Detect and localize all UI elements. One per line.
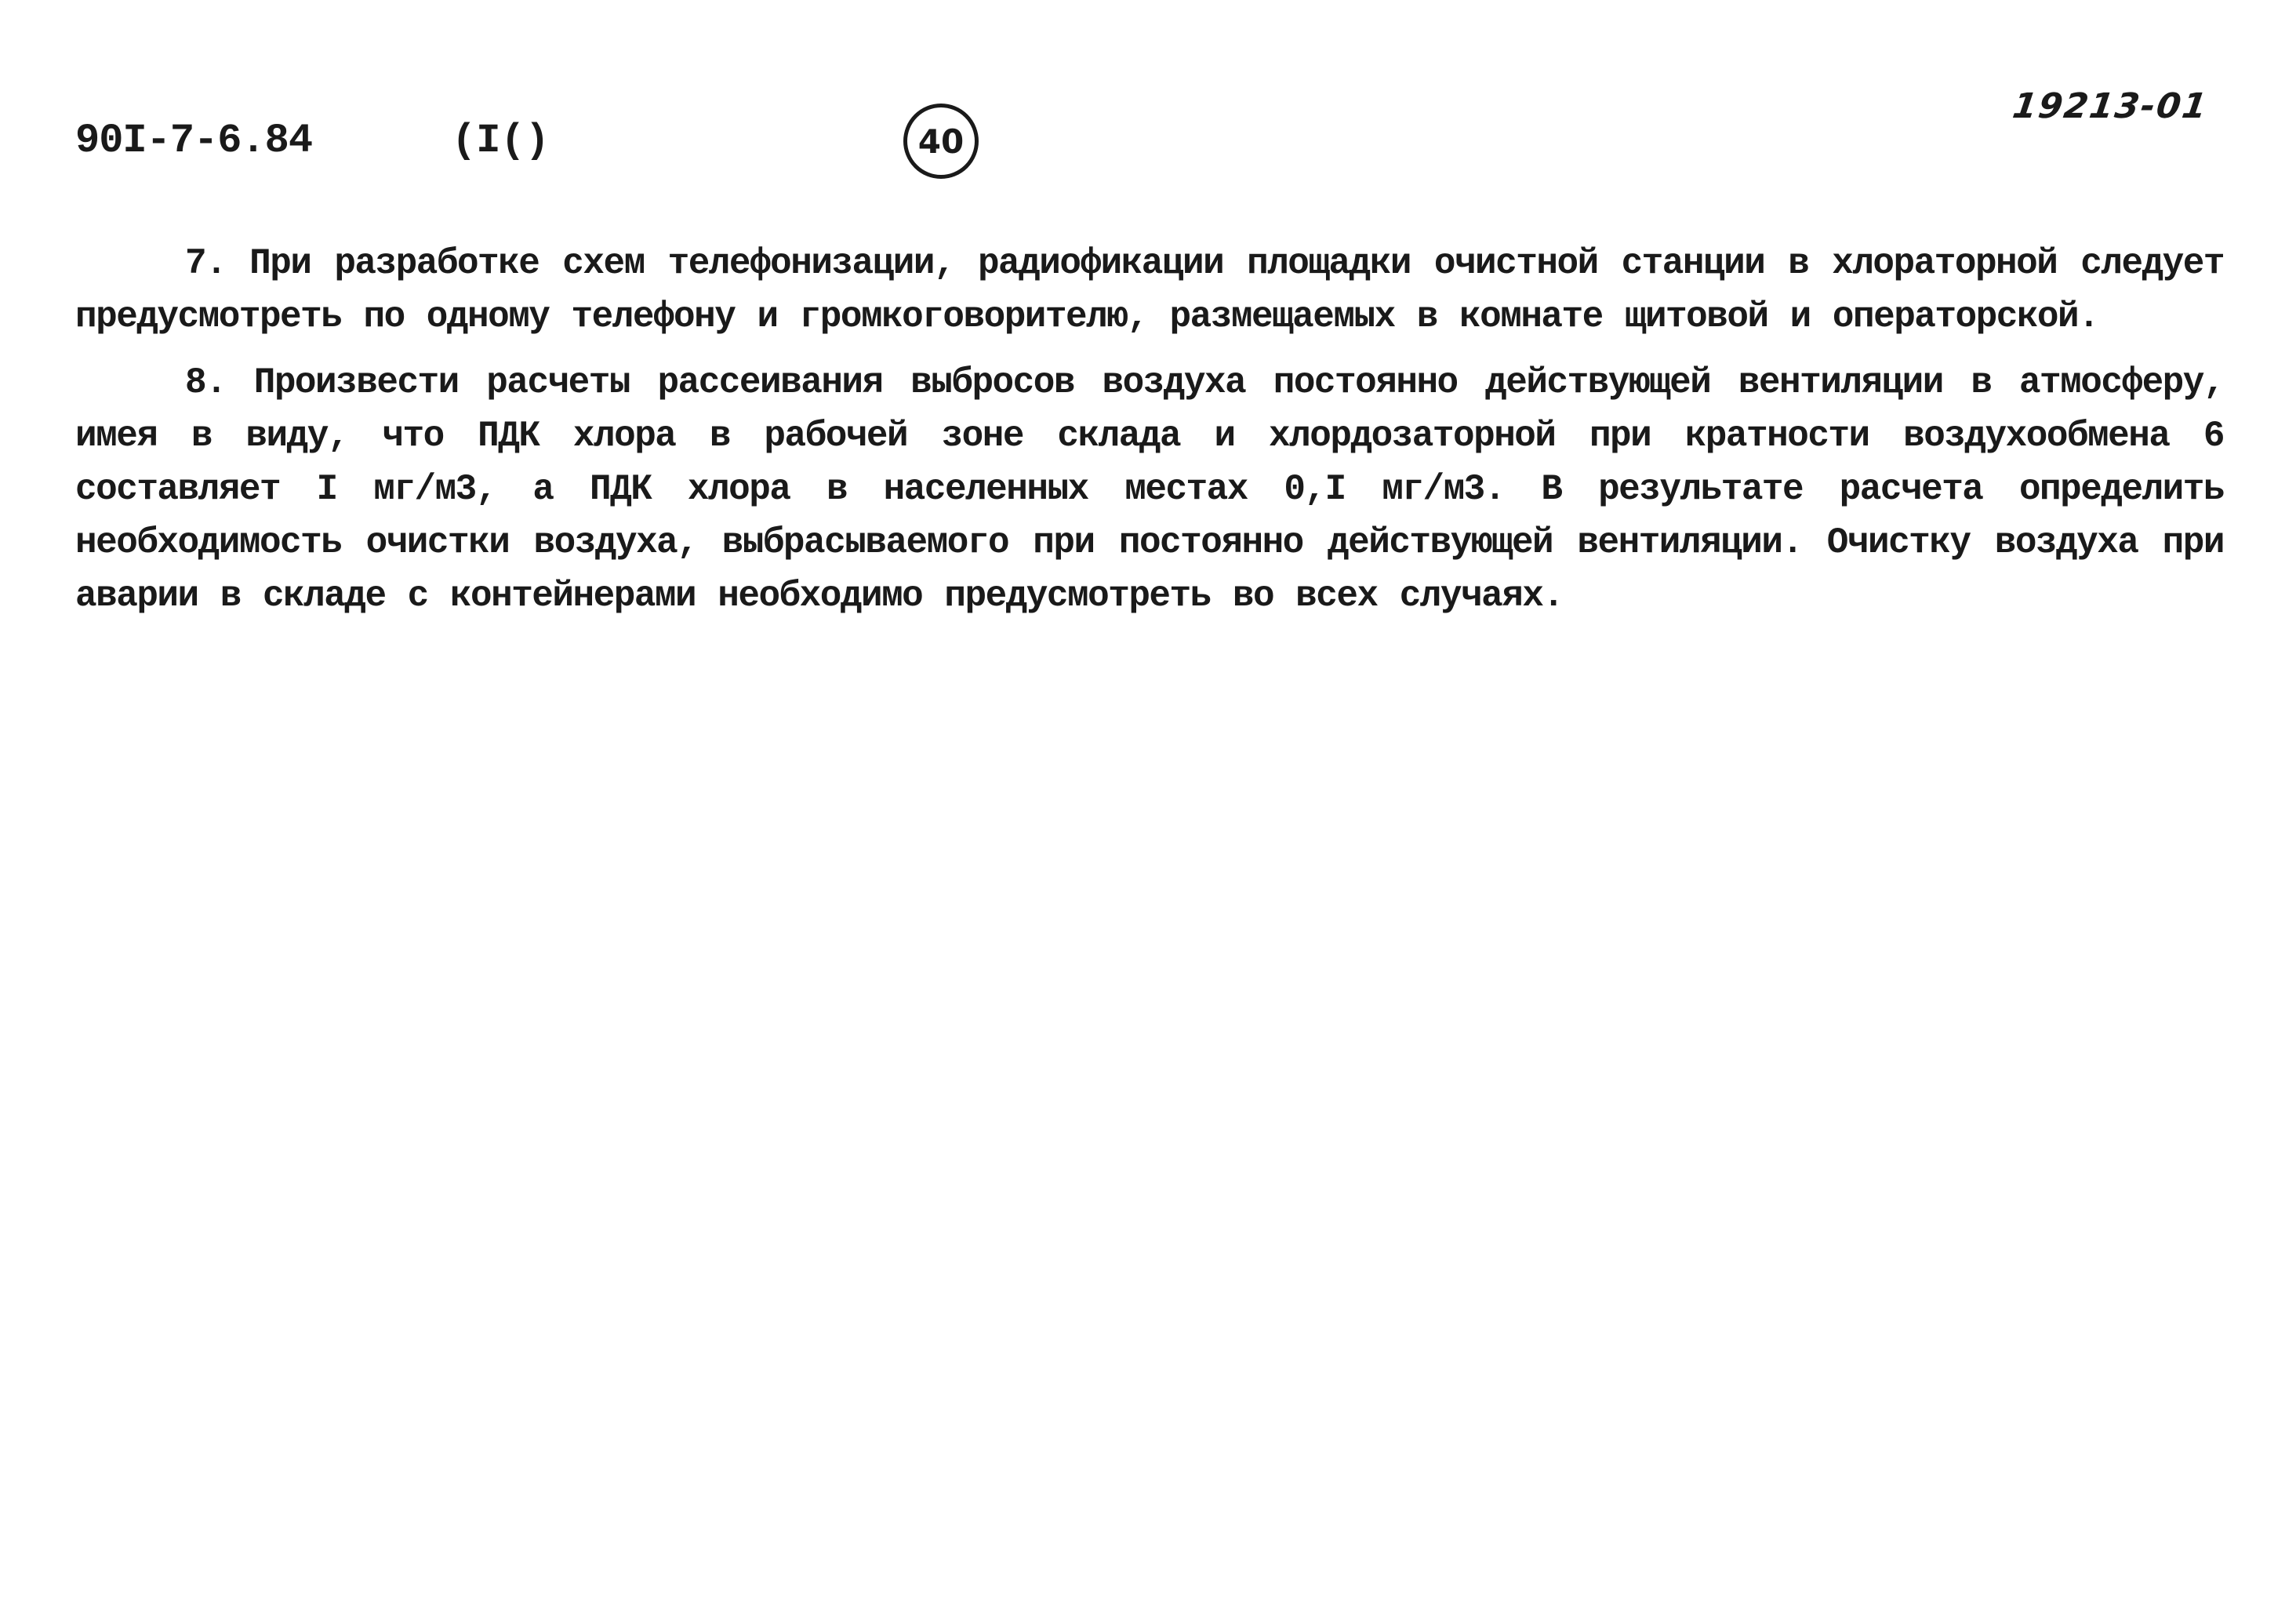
page-number-circle xyxy=(903,104,979,179)
document-code: 90I-7-6.84 xyxy=(75,118,313,164)
page-header xyxy=(75,86,2224,173)
inventory-number: 19213-01 xyxy=(2010,86,2211,126)
paragraph-8: 8. Произвести расчеты рассеивания выбросов воздуха постоянно действующей вентиляции в атмосферу, имея в виду, что ПДК хлора в рабочей зоне склада и хлордозаторной при кратности воздухообмена 6 составляет I мг/м3, а ПДК хлора в населенных местах 0,I мг/м3. В результате расчета определить необходимость очистки воздуха, выбрасываемого при постоянно действующей вентиляции. Очистку воздуха при аварии в складе с контейнерами необходимо предусмотреть во всех случаях. xyxy=(75,362,2224,616)
document-part: (I() xyxy=(452,118,550,164)
paragraph-7: 7. При разработке схем телефонизации, радиофикации площадки очистной станции в хлораторной следует предусмотреть по одному телефону и громкоговорителю, размещаемых в комнате щитовой и операторской. xyxy=(75,243,2224,337)
page-number: 40 xyxy=(917,122,965,161)
document-body xyxy=(75,237,2224,635)
